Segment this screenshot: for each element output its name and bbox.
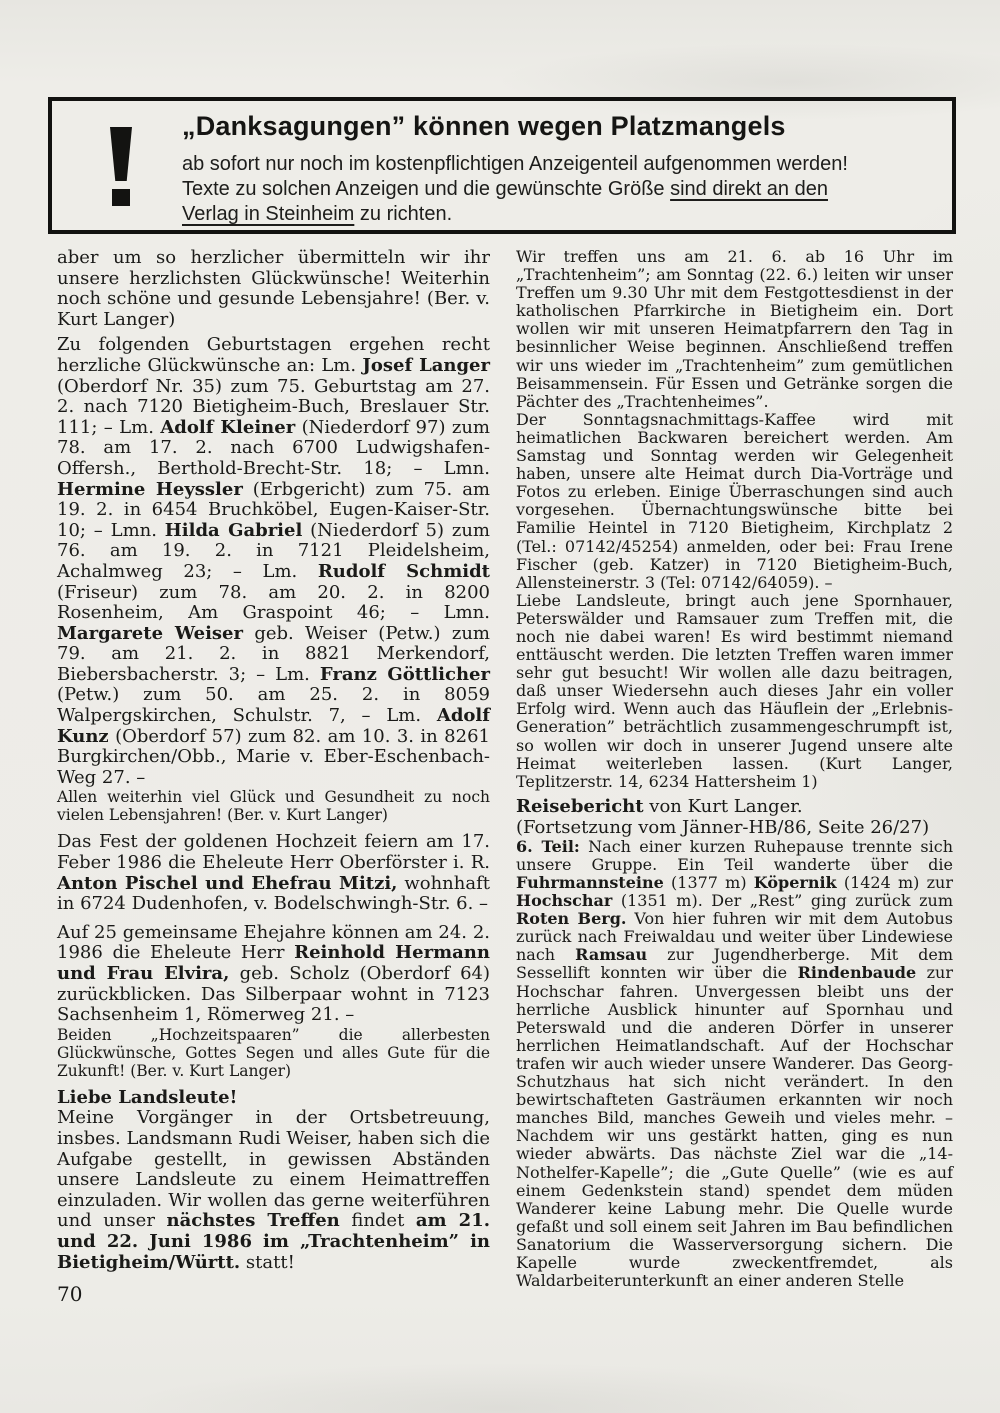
para-fortsetzung-note: (Fortsetzung vom Jänner-HB/86, Seite 26/27) [516,816,930,838]
notice-content [182,111,942,227]
page-number: 70 [57,1282,83,1306]
right-column [516,248,953,1290]
para-congratulations-intro: aber um so herzlicher übermitteln wir ihr unsere herzlichsten Glückwünsche! Weiterhin noch schöne und gesunde Lebensjahre! (Ber. v. Kurt Langer) [57,247,490,330]
para-golden-wedding: Das Fest der goldenen Hochzeit feiern am 17. Feber 1986 die Eheleute Herr Oberförster i. R. Anton Pischel und Ehefrau Mitzi, wohnhaft in 6724 Dudenhofen, v. Bodelschwingh-Str. 6. – [57,831,490,915]
heading-reisebericht: Reisebericht von Kurt Langer. [516,795,803,817]
para-birthday-list: Zu folgenden Geburtstagen ergehen recht herzliche Glückwünsche an: Lm. Josef Langer (Oberdorf Nr. 35) zum 75. Geburtstag am 27. 2. nach 7120 Bietigheim-Buch, Breslauer Str. 111; – Lm. Adolf Kleiner (Niederdorf 97) zum 78. am 17. 2. nach 6700 Ludwigshafen-Offersh., Berthold-Brecht-Str. 18; – Lmn. Hermine Heyssler (Erbgericht) zum 75. am 19. 2. in 6454 Bruchköbel, Eugen-Kaiser-Str. 10; – Lmn. Hilda Gabriel (Niederdorf 5) zum 76. am 19. 2. in 7121 Pleidelsheim, Achalmweg 23; – Lm. Rudolf Schmidt (Friseur) zum 78. am 20. 2. in 8200 Rosenheim, Am Graspoint 46; – Lmn. Margarete Weiser geb. Weiser (Petw.) zum 79. am 21. 2. in 8821 Merkendorf, Biebersbacherstr. 3; – Lm. Franz Göttlicher (Petw.) zum 50. am 25. 2. in 8059 Walpergskirchen, Schulstr. 7, – Lm. Adolf Kunz (Oberdorf 57) zum 82. am 10. 3. in 8261 Burgkirchen/Obb., Marie v. Eber-Eschenbach-Weg 27. – [57,334,491,788]
heading-liebe-landsleute: Liebe Landsleute! [57,1086,238,1108]
para-birthday-closing: Allen weiterhin viel Glück und Gesundheit zu noch vielen Lebensjahren! (Ber. v. Kurt Langer) [57,788,490,825]
notice-box [48,97,956,234]
para-wedding-wishes: Beiden „Hochzeitspaaren” die allerbesten Glückwünsche, Gottes Segen und alles Gute für die Zukunft! (Ber. v. Kurt Langer) [57,1025,490,1080]
para-accommodation: Der Sonntagsnachmittags-Kaffee wird mit heimatlichen Backwaren bereichert werden. Am Samstag und Sonntag werden wir Gelegenheit haben, unsere alte Heimat durch Dia-Vorträge und Fotos zu erleben. Einige Überraschungen sind auch vorgesehen. Übernachtungswünsche bitte bei Familie Heintel in 7120 Bietigheim, Kirchplatz 2 (Tel.: 07142/45254) anmelden, oder bei: Frau Irene Fischer (geb. Katzer) in 7120 Bietigheim-Buch, Allensteinerstr. 3 (Tel: 07142/64059). – [516,409,953,592]
exclamation-bar [110,127,132,181]
left-column [57,248,490,1273]
notice-text-line-3: Verlag in Steinheim zu richten. [182,203,453,225]
para-next-meeting: Meine Vorgänger in der Ortsbetreuung, insbes. Landsmann Rudi Weiser, haben sich die Aufgabe gestellt, in gewissen Abständen unsere Landsleute zu einem Heimattreffen einzuladen. Wir wollen das gerne weiterführen und unser nächstes Treffen findet am 21. und 22. Juni 1986 im „Trachtenheim” in Bietigheim/Württ. statt! [57,1107,490,1273]
para-meeting-schedule: Wir treffen uns am 21. 6. ab 16 Uhr im „Trachtenheim”; am Sonntag (22. 6.) leiten wir unser Treffen um 9.30 Uhr mit dem Festgottesdienst in der katholischen Pfarrkirche in Bietigheim ein. Dort wollen wir mit unseren Heimatpfarrern den Tag in besinnlicher Weise beginnen. Anschließend treffen wir uns wieder im „Trachtenheim” zum gemütlichen Beisammensein. Für Essen und Getränke sorgen die Pächter des „Trachtenheimes”. [516,247,953,411]
para-invitation-appeal: Liebe Landsleute, bringt auch jene Spornhauer, Peterswälder und Ramsauer zum Treffen mit, die noch nie dabei waren! Es wird bestimmt niemand enttäuscht werden. Die letzten Treffen waren immer sehr gut besucht! Wir wollen alle dazu beitragen, daß unser Wiedersehn auch dieses Jahr ein voller Erfolg wird. Wenn auch das Häuflein der „Erlebnis-Generation” beträchtlich zusammengeschrumpft ist, so wollen wir doch in unserer Jugend unsere alte Heimat weiterleben lassen. (Kurt Langer, Teplitzerstr. 14, 6234 Hattersheim 1) [516,590,953,791]
para-travel-report: 6. Teil: Nach einer kurzen Ruhepause trennte sich unsere Gruppe. Ein Teil wanderte über die Fuhrmannsteine (1377 m) Köpernik (1424 m) zur Hochschar (1351 m). Der „Rest” ging zurück zum Roten Berg. Von hier fuhren wir mit dem Autobus zurück nach Freiwaldau und weiter über Lindewiese nach Ramsau zur Jugendherberge. Mit dem Sessellift konnten wir über die Rindenbaude zur Hochschar fahren. Unvergessen bleibt uns der herrliche Ausblick hinunter auf Spornhau und Peterswald und die anderen Dörfer in unserer herrlichen Heimatlandschaft. Auf der Hochschar trafen wir auch wieder unsere Wanderer. Das Georg-Schutzhaus hat sich nicht verändert. In den bewirtschafteten Gasträumen erkannten wir noch manches Bild, manches Geweih und vieles mehr. – Nachdem wir uns gestärkt hatten, ging es nun wieder abwärts. Das nächste Ziel war die „14-Nothelfer-Kapelle”; die „Gute Quelle” (wie es auf einem Gedenkstein stand) spendet dem müden Wanderer keine Labung mehr. Die Quelle wurde gefaßt und soll einem seit Jahren im Bau befindlichen Sanatorium die Wasserversorgung sichern. Die Kapelle wurde zweckentfremdet, als Waldarbeiterunterkunft an einer anderen Stelle [516,836,954,1291]
notice-text-line-1: ab sofort nur noch im kostenpflichtigen Anzeigenteil aufgenommen werden! [182,153,848,175]
notice-text-line-2: Texte zu solchen Anzeigen und die gewünschte Größe sind direkt an den [182,178,828,200]
exclamation-dot [112,189,130,206]
notice-title: „Danksagungen” können wegen Platzmangels [182,111,786,141]
exclamation-icon [110,127,134,206]
para-silver-wedding: Auf 25 gemeinsame Ehejahre können am 24. 2. 1986 die Eheleute Herr Reinhold Hermann und Frau Elvira, geb. Scholz (Oberdorf 64) zurückblicken. Das Silberpaar wohnt in 7123 Sachsenheim 1, Römerweg 21. – [57,921,490,1026]
